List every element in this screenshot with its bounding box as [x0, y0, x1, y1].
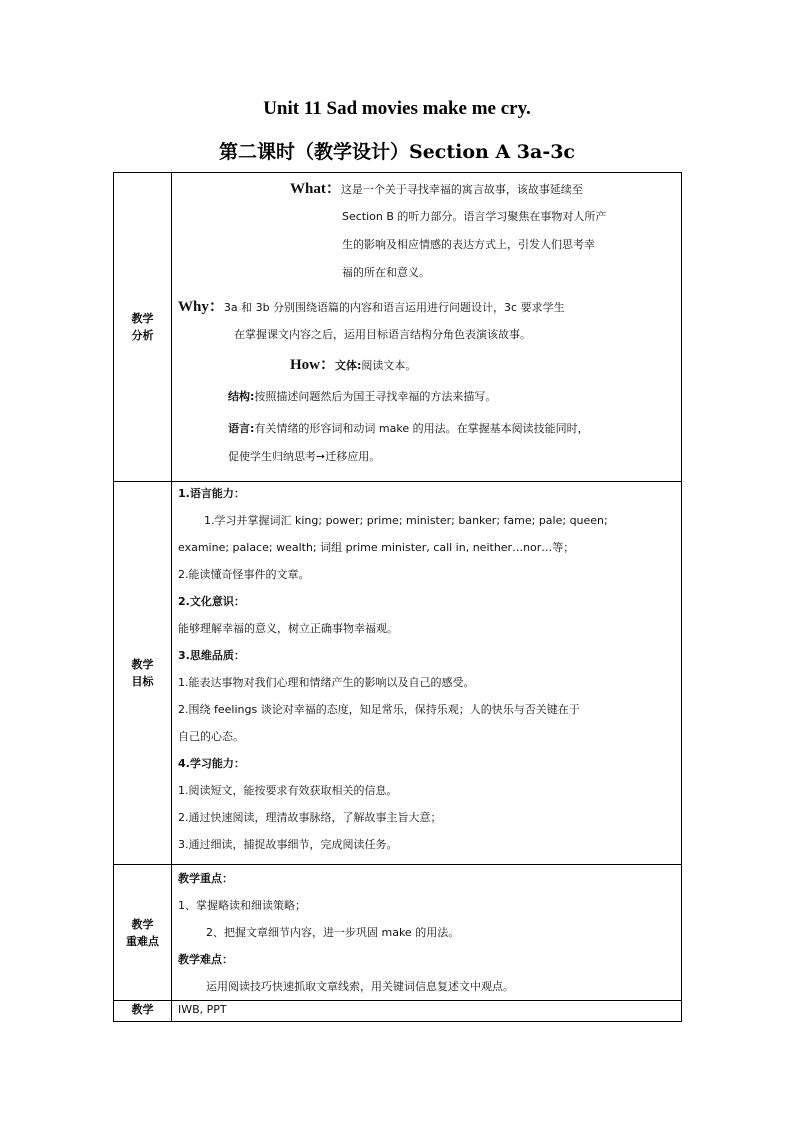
objectives-row: [114, 482, 682, 865]
keypoints-content: 教学重点： 1、掌握略读和细读策略； 2、把握文章细节内容，进一步巩固 make 的用法。 教学难点： 运用阅读技巧快速抓取文章线索，用关键词信息复述文中观点。: [172, 865, 682, 1001]
analysis-content: What：这是一个关于寻找幸福的寓言故事，该故事延续至 Section B 的听力部分。语言学习聚焦在事物对人所产 生的影响及相应情感的表达方式上，引发人们思考幸 福的所在和意义。 Why：3a 和 3b 分别围绕语篇的内容和语言运用进行问题设计，3c 要求学生 在掌握课文内容之后，运用目标语言结构分角色表演该故事。 How：文体:阅读文本。 结构:按照描述问题然后为国王寻找幸福的方法来描写。 语言:有关情绪的形容词和动词 make 的用法。在掌握基本阅读技能同时， 促使学生归纳思考➙迁移应用。: [172, 173, 682, 482]
analysis-label: 教学 分析: [114, 173, 172, 482]
document-title: Unit 11 Sad movies make me cry.: [263, 98, 531, 119]
resources-row: [114, 1001, 682, 1022]
how-line: How：文体:阅读文本。: [290, 357, 417, 373]
how-label: How：: [290, 357, 336, 373]
document-subtitle: 第二课时（教学设计）Section A 3a-3c: [218, 141, 576, 163]
language-line: 语言:有关情绪的形容词和动词 make 的用法。在掌握基本阅读技能同时，: [228, 422, 589, 435]
resources-content: IWB, PPT: [172, 1001, 682, 1022]
resources-label: 教学: [114, 1001, 172, 1022]
objectives-label: 教学 目标: [114, 482, 172, 865]
lesson-plan-table: [113, 172, 682, 1022]
objectives-content: 1.语言能力： 1.学习并掌握词汇 king; power; prime; minister; banker; fame; pale; queen; examine; palace; wealth; 词组 prime minister, call in, neither…nor…等； 2.能读懂奇怪事件的文章。 2.文化意识： 能够理解幸福的意义，树立正确事物幸福观。 3.思维品质： 1.能表达事物对我们心理和情绪产生的影响以及自己的感受。 2.围绕 feelings 谈论对幸福的态度，知足常乐，保持乐观；人的快乐与否关键在于 自己的心态。 4.学习能力： 1.阅读短文，能按要求有效获取相关的信息。 2.通过快速阅读，理清故事脉络，了解故事主旨大意； 3.通过细读，捕捉故事细节，完成阅读任务。: [172, 482, 682, 865]
why-line: Why：3a 和 3b 分别围绕语篇的内容和语言运用进行问题设计，3c 要求学生: [178, 299, 565, 315]
analysis-row: [114, 173, 682, 482]
keypoints-row: [114, 865, 682, 1001]
why-label: Why：: [178, 299, 224, 315]
what-line: What：这是一个关于寻找幸福的寓言故事，该故事延续至: [290, 181, 583, 197]
structure-line: 结构:按照描述问题然后为国王寻找幸福的方法来描写。: [228, 390, 497, 403]
keypoints-label: 教学 重难点: [114, 865, 172, 1001]
what-label: What：: [290, 181, 341, 197]
